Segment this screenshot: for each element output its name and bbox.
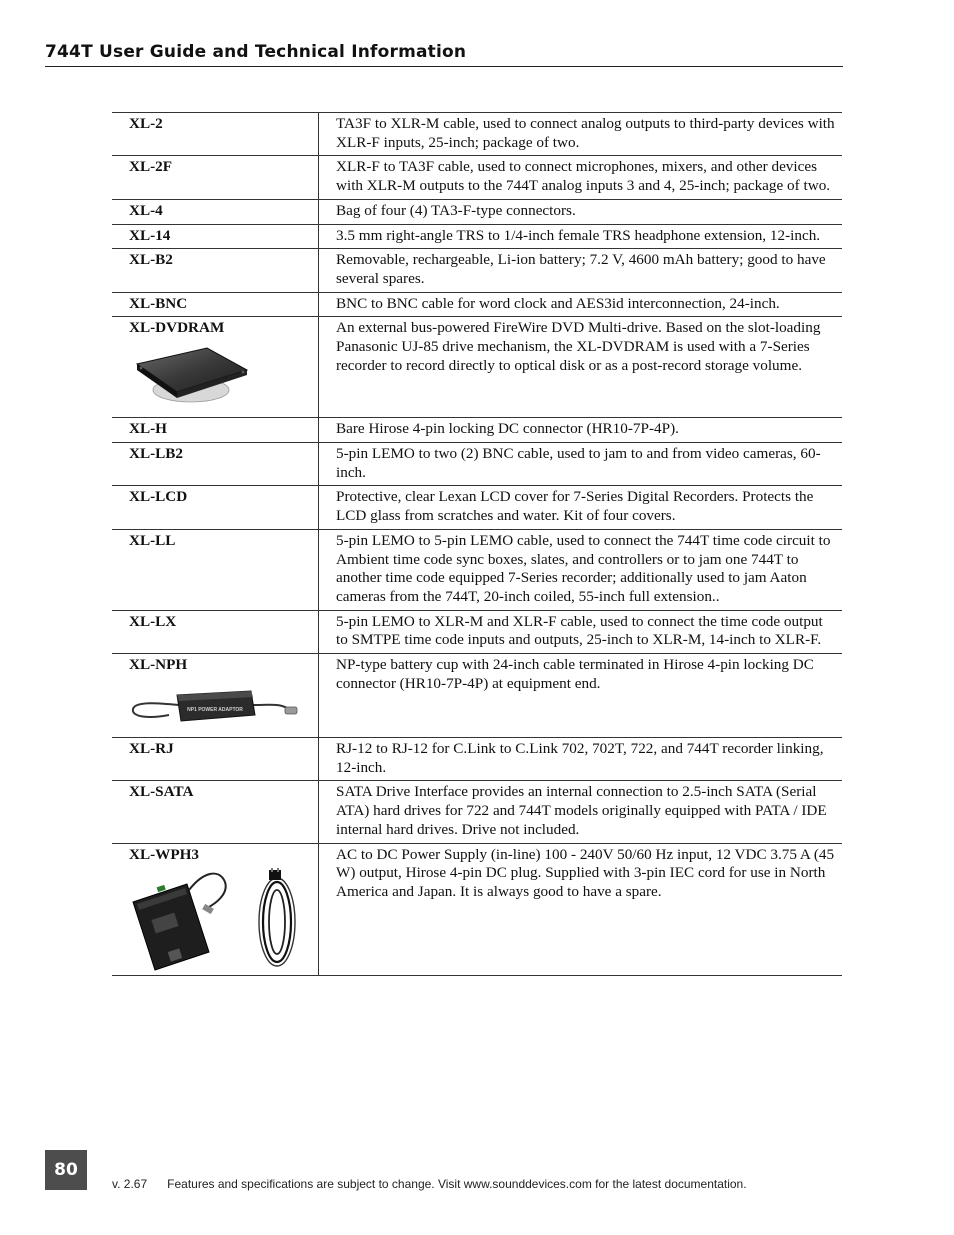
description-cell: RJ-12 to RJ-12 for C.Link to C.Link 702, 702T, 722, and 744T recorder linking, 12-inch. <box>319 738 843 781</box>
description-cell: XLR-F to TA3F cable, used to connect microphones, mixers, and other devices with XLR-M outputs to the 744T analog inputs 3 and 4, 25-inch; package of two. <box>319 156 843 199</box>
model-cell: XL-RJ <box>112 738 319 781</box>
description-cell: SATA Drive Interface provides an internal connection to 2.5-inch SATA (Serial ATA) hard drives for 722 and 744T models originally equipped with PATA / IDE internal hard drives. Drive not included. <box>319 781 843 843</box>
page-header <box>45 38 843 67</box>
model-cell: XL-B2 <box>112 249 319 292</box>
description-cell: BNC to BNC cable for word clock and AES3id interconnection, 24-inch. <box>319 292 843 317</box>
table-row <box>112 156 842 199</box>
description-cell: Bag of four (4) TA3-F-type connectors. <box>319 199 843 224</box>
model-cell: XL-H <box>112 418 319 443</box>
table-row <box>112 249 842 292</box>
model-cell: XL-BNC <box>112 292 319 317</box>
description-cell: 3.5 mm right-angle TRS to 1/4-inch female TRS headphone extension, 12-inch. <box>319 224 843 249</box>
table-row <box>112 486 842 529</box>
description-cell: AC to DC Power Supply (in-line) 100 - 240V 50/60 Hz input, 12 VDC 3.75 A (45 W) output, Hirose 4-pin DC plug. Supplied with 3-pin IEC cord for use in North America and Japan. It is always good to have a spare. <box>319 843 843 976</box>
model-cell: XL-LL <box>112 529 319 610</box>
description-cell: 5-pin LEMO to two (2) BNC cable, used to jam to and from video cameras, 60-inch. <box>319 443 843 486</box>
table-row <box>112 843 842 976</box>
description-cell: 5-pin LEMO to XLR-M and XLR-F cable, used to connect the time code output to SMTPE time code inputs and outputs, 25-inch to XLR-M, 14-inch to XLR-F. <box>319 610 843 653</box>
table-row <box>112 418 842 443</box>
description-cell: Protective, clear Lexan LCD cover for 7-Series Digital Recorders. Protects the LCD glass from scratches and water. Kit of four covers. <box>319 486 843 529</box>
power-supply-image <box>129 868 299 972</box>
model-cell: XL-2 <box>112 113 319 156</box>
table-row <box>112 317 842 418</box>
table-row <box>112 224 842 249</box>
model-cell: XL-4 <box>112 199 319 224</box>
version-label: v. 2.67 <box>112 1177 148 1191</box>
model-cell: XL-SATA <box>112 781 319 843</box>
model-cell <box>112 317 319 418</box>
description-cell: An external bus-powered FireWire DVD Multi-drive. Based on the slot-loading Panasonic UJ-85 drive mechanism, the XL-DVDRAM is used with a 7-Series recorder to record directly to optical disk or as a post-record storage volume. <box>319 317 843 418</box>
accessories-table <box>112 112 842 976</box>
footer-notice: Features and specifications are subject to change. Visit www.sounddevices.com for the latest documentation. <box>167 1177 747 1191</box>
model-cell: XL-LX <box>112 610 319 653</box>
description-cell: NP-type battery cup with 24-inch cable terminated in Hirose 4-pin locking DC connector (HR10-7P-4P) at equipment end. <box>319 654 843 738</box>
table-row <box>112 654 842 738</box>
table-row <box>112 738 842 781</box>
document-title: 744T User Guide and Technical Information <box>45 42 467 62</box>
footer <box>112 1177 747 1191</box>
table-row <box>112 443 842 486</box>
description-cell: Removable, rechargeable, Li-ion battery; 7.2 V, 4600 mAh battery; good to have several spares. <box>319 249 843 292</box>
model-name: XL-DVDRAM <box>129 319 225 337</box>
model-cell: XL-LCD <box>112 486 319 529</box>
table-row <box>112 781 842 843</box>
battery-cup-image <box>129 679 301 731</box>
description-cell: 5-pin LEMO to 5-pin LEMO cable, used to connect the 744T time code circuit to Ambient time code sync boxes, slates, and controllers or to jam one 744T to another time code equipped 7-Series recorder; additionally used to jam Aaton cameras from the 744T, 20-inch coiled, 55-inch full extension.. <box>319 529 843 610</box>
description-cell: TA3F to XLR-M cable, used to connect analog outputs to third-party devices with XLR-F inputs, 25-inch; package of two. <box>319 113 843 156</box>
table-row <box>112 292 842 317</box>
model-cell <box>112 654 319 738</box>
model-cell: XL-2F <box>112 156 319 199</box>
page-number-badge: 80 <box>45 1150 87 1190</box>
battery-cup-label: NP1 POWER ADAPTOR <box>187 706 243 713</box>
model-cell: XL-LB2 <box>112 443 319 486</box>
model-name: XL-WPH3 <box>129 845 200 863</box>
table-row <box>112 199 842 224</box>
table-row <box>112 529 842 610</box>
table-row <box>112 610 842 653</box>
description-cell: Bare Hirose 4-pin locking DC connector (HR10-7P-4P). <box>319 418 843 443</box>
model-cell: XL-14 <box>112 224 319 249</box>
dvd-drive-image <box>129 342 251 404</box>
model-cell <box>112 843 319 976</box>
model-name: XL-NPH <box>129 656 188 674</box>
table-row <box>112 113 842 156</box>
